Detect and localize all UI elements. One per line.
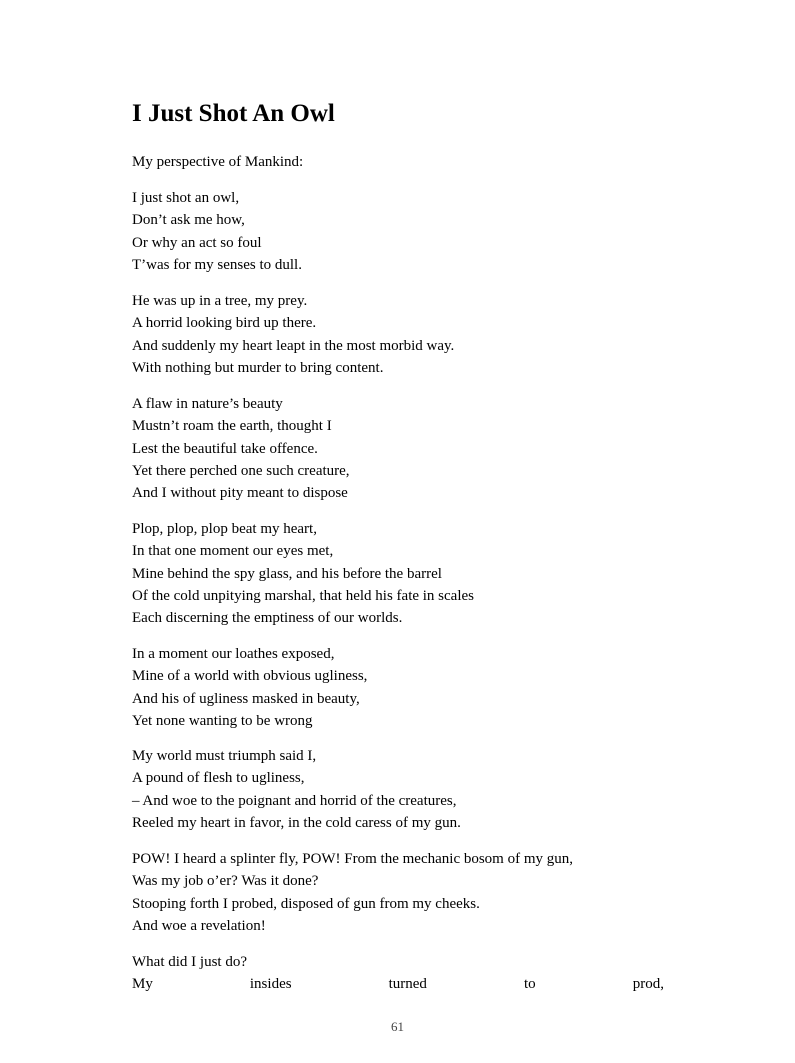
- poem-line-justified: [132, 973, 664, 995]
- poem-line: Lest the beautiful take offence.: [132, 440, 318, 457]
- poem-line: Mine of a world with obvious ugliness,: [132, 668, 368, 685]
- stanza-6: [132, 745, 461, 834]
- poem-line: Each discerning the emptiness of our worlds.: [132, 610, 403, 627]
- poem-line: A horrid looking bird up there.: [132, 315, 317, 332]
- poem-line: Mustn’t roam the earth, thought I: [132, 418, 332, 435]
- poem-line: A flaw in nature’s beauty: [132, 396, 283, 412]
- poem-line: What did I just do?: [132, 954, 247, 970]
- stanza-8: [132, 951, 664, 996]
- poem-word: turned: [388, 976, 427, 993]
- stanza-3: [132, 393, 350, 504]
- poem-line: And suddenly my heart leapt in the most morbid way.: [132, 337, 455, 354]
- poem-line: A pound of flesh to ugliness,: [132, 770, 305, 787]
- poem-line: POW! I heard a splinter fly, POW! From the mechanic bosom of my gun,: [132, 851, 574, 867]
- poem-line: Reeled my heart in favor, in the cold caress of my gun.: [132, 814, 461, 831]
- poem-word: My: [132, 976, 153, 993]
- poem-line: Don’t ask me how,: [132, 212, 245, 229]
- poem-line: T’was for my senses to dull.: [132, 256, 302, 273]
- stanza-1: [132, 187, 302, 276]
- poem-line: I just shot an owl,: [132, 190, 240, 206]
- page-number: 61: [391, 1019, 404, 1034]
- poem-line: Mine behind the spy glass, and his before the barrel: [132, 565, 442, 582]
- poem-line: Was my job o’er? Was it done?: [132, 873, 319, 890]
- stanza-7: [132, 848, 573, 937]
- poem-line: And I without pity meant to dispose: [132, 485, 348, 502]
- poem-line: With nothing but murder to bring content.: [132, 359, 384, 376]
- poem-line: In a moment our loathes exposed,: [132, 646, 335, 662]
- poem-line: Plop, plop, plop beat my heart,: [132, 521, 317, 537]
- stanza-2: [132, 290, 454, 379]
- poem-line: Stooping forth I probed, disposed of gun from my cheeks.: [132, 895, 480, 912]
- stanza-5: [132, 643, 367, 732]
- poem-line: – And woe to the poignant and horrid of the creatures,: [132, 792, 457, 809]
- poem-title: I Just Shot An Owl: [132, 100, 335, 127]
- poem-line: Of the cold unpitying marshal, that held his fate in scales: [132, 587, 474, 604]
- poem-line: Yet none wanting to be wrong: [132, 712, 313, 729]
- poem-line: My world must triumph said I,: [132, 748, 317, 764]
- poem-word: insides: [249, 976, 292, 993]
- poem-line: Yet there perched one such creature,: [132, 462, 350, 479]
- poem-line: He was up in a tree, my prey.: [132, 293, 308, 309]
- stanza-4: [132, 518, 474, 629]
- poem-line: And woe a revelation!: [132, 917, 266, 934]
- poem-line: In that one moment our eyes met,: [132, 543, 334, 560]
- poem-word: prod,: [632, 976, 664, 993]
- poem-intro: My perspective of Mankind:: [132, 154, 304, 170]
- poem-line: And his of ugliness masked in beauty,: [132, 690, 360, 707]
- poem-word: to: [523, 976, 536, 993]
- poem-line: Or why an act so foul: [132, 234, 262, 251]
